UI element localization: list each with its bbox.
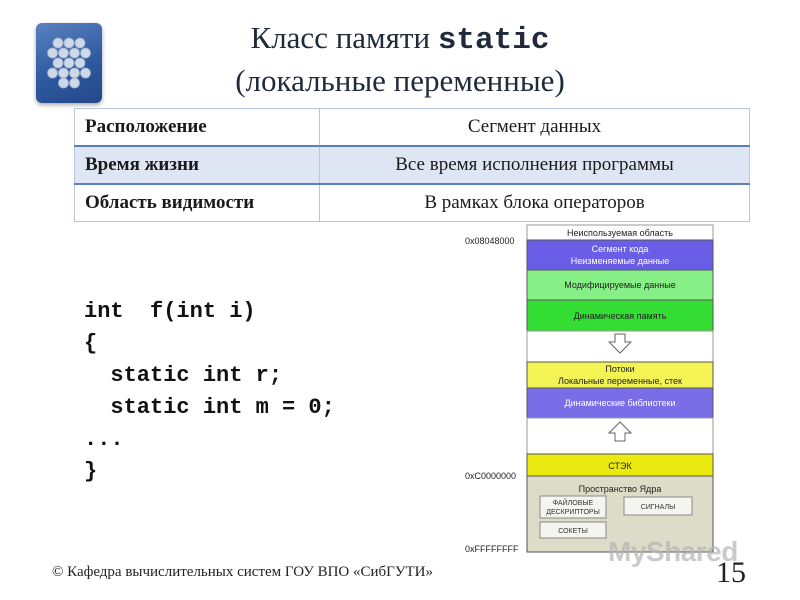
footer-copyright: © Кафедра вычислительных систем ГОУ ВПО «СибГУТИ» [52, 564, 433, 580]
code-line: static int m = 0; [84, 395, 335, 420]
property-value: Все время исполнения программы [320, 146, 750, 184]
segment-heap-label: Динамическая память [573, 311, 667, 321]
segment-code-label-2: Неизменяемые данные [570, 256, 670, 266]
code-line: ... [84, 427, 124, 452]
code-line: { [84, 331, 98, 356]
code-line: int f(int i) [84, 299, 256, 324]
segment-threads-label-2: Локальные переменные, стек [558, 376, 682, 386]
code-line: } [84, 459, 98, 484]
file-descriptors-label-2: ДЕСКРИПТОРЫ [546, 509, 600, 516]
segment-modifiable-label: Модифицируемые данные [564, 280, 676, 290]
page-number: 15 [716, 556, 746, 589]
watermark: MyShared [608, 536, 738, 567]
segment-kernel-label: Пространство Ядра [578, 484, 662, 494]
code-line: static int r; [84, 363, 283, 388]
segment-libs-label: Динамические библиотеки [564, 398, 676, 408]
property-value: Сегмент данных [320, 109, 750, 147]
segment-threads-label-1: Потоки [605, 364, 635, 374]
property-key: Время жизни [75, 146, 320, 184]
property-key: Область видимости [75, 184, 320, 222]
file-descriptors-label-1: ФАЙЛОВЫЕ [552, 500, 594, 507]
property-key: Расположение [75, 109, 320, 147]
title-keyword: static [437, 23, 550, 58]
address-kernel: 0xC0000000 [465, 471, 517, 481]
signals-label: СИГНАЛЫ [640, 504, 676, 511]
segment-code-label-1: Сегмент кода [591, 244, 649, 254]
segment-stack-label: СТЭК [608, 461, 632, 471]
address-end: 0xFFFFFFFF [465, 544, 519, 554]
sockets-label: СОКЕТЫ [558, 528, 588, 535]
title-subtitle: (локальные переменные) [235, 63, 565, 98]
title-text: Класс памяти [250, 20, 431, 55]
segment-unused-label: Неиспользуемая область [567, 228, 673, 238]
address-top: 0x08048000 [465, 236, 515, 246]
property-value: В рамках блока операторов [320, 184, 750, 222]
